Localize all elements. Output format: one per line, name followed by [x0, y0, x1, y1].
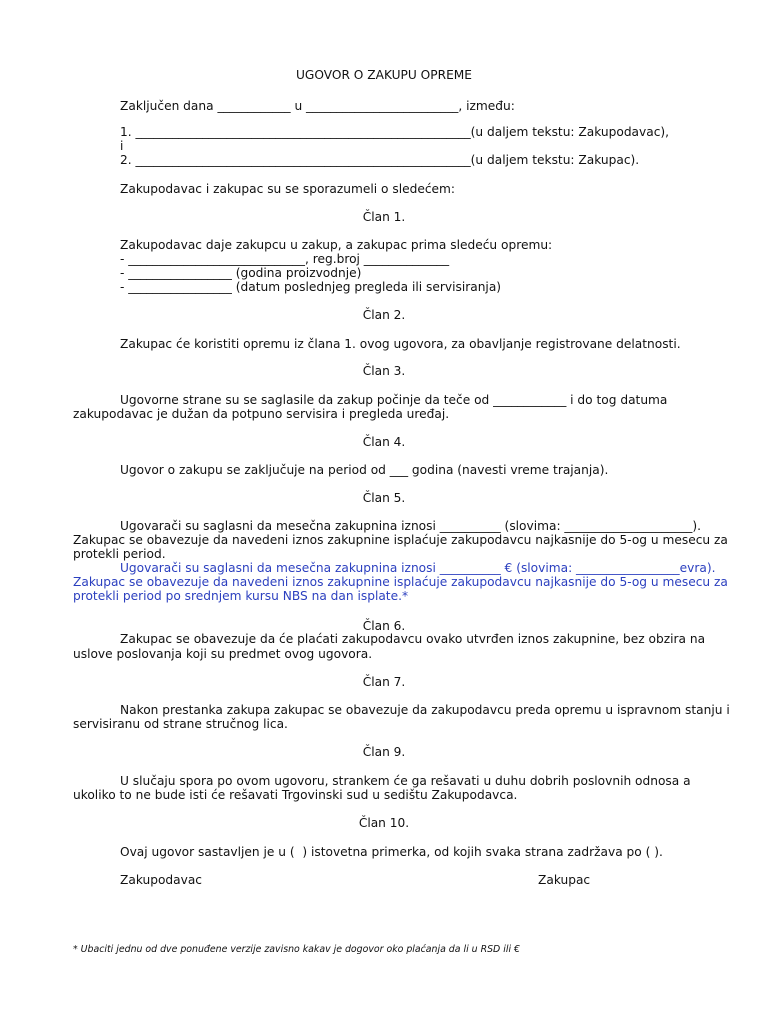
article-2-text: Zakupac će koristiti opremu iz člana 1. ovog ugovora, za obavljanje registrovane delatnosti.: [120, 337, 681, 351]
party-2-line: 2. _______________________________________________________(u daljem tekstu: Zakupac).: [120, 153, 640, 167]
article-1-heading: Član 1.: [362, 210, 406, 224]
agreement-statement: Zakupodavac i zakupac su se sporazumeli o sledećem:: [120, 182, 455, 196]
party-1-line: 1. _______________________________________________________(u daljem tekstu: Zakupodavac),: [120, 125, 670, 139]
article-5-line-1: Ugovarači su saglasni da mesečna zakupnina iznosi __________ (slovima: _____________________).: [120, 519, 702, 533]
article-9-heading: Član 9.: [362, 745, 406, 759]
signature-lessor-label: Zakupodavac: [120, 873, 203, 887]
equipment-item-2: - _________________ (godina proizvodnje): [120, 266, 362, 280]
article-5-line-2: Zakupac se obavezuje da navedeni iznos zakupnine isplaćuje zakupodavcu najkasnije do 5-og u mesecu za: [73, 533, 728, 547]
article-4-heading: Član 4.: [362, 435, 406, 449]
signature-lessee-label: Zakupac: [538, 873, 591, 887]
article-3-line-2: zakupodavac je dužan da potpuno servisira i pregleda uređaj.: [73, 407, 450, 421]
article-4-text: Ugovor o zakupu se zaključuje na period od ___ godina (navesti vreme trajanja).: [120, 463, 609, 477]
equipment-item-3: - _________________ (datum poslednjeg pregleda ili servisiranja): [120, 280, 502, 294]
and-conjunction: i: [120, 139, 124, 153]
article-9-line-1: U slučaju spora po ovom ugovoru, strankem će ga rešavati u duhu dobrih poslovnih odnosa a: [120, 774, 691, 788]
intro-line: Zaključen dana ____________ u _________________________, između:: [120, 99, 515, 113]
article-5-alt-line-1: Ugovarači su saglasni da mesečna zakupnina iznosi __________ € (slovima: _________________evra).: [120, 561, 716, 575]
article-2-heading: Član 2.: [362, 308, 406, 322]
article-5-alt-line-2: Zakupac se obavezuje da navedeni iznos zakupnine isplaćuje zakupodavcu najkasnije do 5-og u mesecu za: [73, 575, 728, 589]
article-7-heading: Član 7.: [362, 675, 406, 689]
article-5-alt-line-3: protekli period po srednjem kursu NBS na dan isplate.*: [73, 589, 409, 603]
article-6-line-1: Zakupac se obavezuje da će plaćati zakupodavcu ovako utvrđen iznos zakupnine, bez obzira na: [120, 632, 706, 646]
article-3-heading: Član 3.: [362, 364, 406, 378]
article-10-text: Ovaj ugovor sastavljen je u ( ) istovetna primerka, od kojih svaka strana zadržava po ( ).: [120, 845, 663, 859]
article-6-line-2: uslove poslovanja koji su predmet ovog ugovora.: [73, 647, 373, 661]
article-10-heading: Član 10.: [358, 816, 410, 830]
article-3-line-1: Ugovorne strane su se saglasile da zakup počinje da teče od ____________ i do tog datuma: [120, 393, 668, 407]
footnote: * Ubaciti jednu od dve ponuđene verzije zavisno kakav je dogovor oko plaćanja da li u RSD ili €: [73, 944, 521, 955]
article-9-line-2: ukoliko to ne bude isti će rešavati Trgovinski sud u sedištu Zakupodavca.: [73, 788, 518, 802]
equipment-item-1: - _____________________________, reg.broj ______________: [120, 252, 450, 266]
article-5-line-3: protekli period.: [73, 547, 166, 561]
document-title: UGOVOR O ZAKUPU OPREME: [295, 68, 472, 82]
article-7-line-1: Nakon prestanka zakupa zakupac se obavezuje da zakupodavcu preda opremu u ispravnom stanju i: [120, 703, 730, 717]
article-1-text: Zakupodavac daje zakupcu u zakup, a zakupac prima sledeću opremu:: [120, 238, 553, 252]
article-7-line-2: servisiranu od strane stručnog lica.: [73, 717, 288, 731]
article-6-heading: Član 6.: [362, 619, 406, 633]
article-5-heading: Član 5.: [362, 491, 406, 505]
